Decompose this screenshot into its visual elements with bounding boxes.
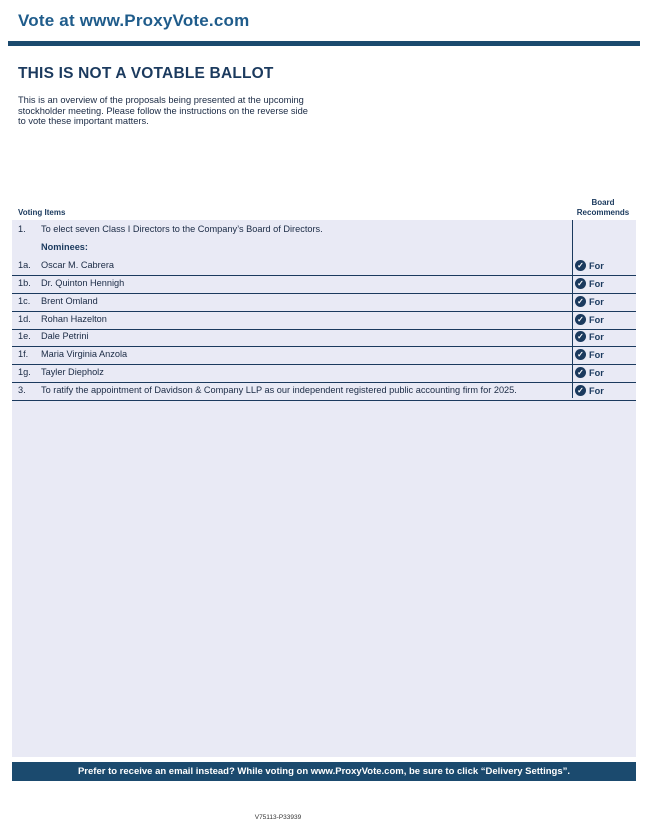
recommendation-label: For	[589, 331, 604, 342]
proposal-number: 3.	[18, 385, 26, 395]
proposal-number: 1.	[18, 224, 26, 234]
nominee-name: Dale Petrini	[41, 331, 89, 341]
check-circle-icon: ✓	[575, 260, 586, 271]
board-recommendation	[575, 385, 604, 396]
check-circle-icon: ✓	[575, 349, 586, 360]
recommendation-label: For	[589, 385, 604, 396]
board-recommendation	[575, 296, 604, 307]
proposal-3-row	[12, 382, 636, 401]
document-code: V75113-P33939	[254, 814, 302, 821]
nominee-name: Oscar M. Cabrera	[41, 260, 115, 270]
check-circle-icon: ✓	[575, 367, 586, 378]
header-rule	[8, 41, 640, 46]
board-recommendation	[575, 367, 604, 378]
check-circle-icon: ✓	[575, 314, 586, 325]
nominees-label-row	[12, 239, 636, 257]
nominees-label: Nominees:	[41, 242, 88, 252]
nominee-name: Brent Omland	[41, 296, 98, 306]
board-header-line2: Recommends	[576, 207, 630, 217]
ballot-heading: THIS IS NOT A VOTABLE BALLOT	[18, 65, 274, 82]
nominee-row	[12, 346, 636, 365]
board-recommendation	[575, 314, 604, 325]
nominee-row	[12, 257, 636, 276]
proposal-text: To ratify the appointment of Davidson & Company LLP as our independent registered public accounting firm for 2025.	[41, 385, 517, 395]
nominee-name: Rohan Hazelton	[41, 314, 107, 324]
recommendation-label: For	[589, 349, 604, 360]
nominee-row	[12, 328, 636, 347]
nominee-number: 1d.	[18, 314, 31, 324]
check-circle-icon: ✓	[575, 278, 586, 289]
nominee-number: 1f.	[18, 349, 29, 359]
board-recommends-header	[570, 198, 636, 217]
header-title: Vote at www.ProxyVote.com	[18, 11, 250, 30]
ballot-intro: This is an overview of the proposals being presented at the upcoming stockholder meeting. Please follow the instructions on the reverse side to vote these important matters.	[18, 95, 308, 126]
board-recommendation	[575, 260, 604, 271]
nominee-name: Tayler Diepholz	[41, 367, 104, 377]
recommendation-label: For	[589, 367, 604, 378]
nominee-number: 1b.	[18, 278, 31, 288]
recommendation-label: For	[589, 314, 604, 325]
check-circle-icon: ✓	[575, 296, 586, 307]
delivery-settings-banner: Prefer to receive an email instead? While voting on www.ProxyVote.com, be sure to click “Delivery Settings”.	[12, 762, 636, 781]
voting-items-header: Voting Items	[18, 208, 66, 217]
nominee-name: Dr. Quinton Hennigh	[41, 278, 125, 288]
nominee-row	[12, 293, 636, 312]
nominee-row	[12, 275, 636, 294]
check-circle-icon: ✓	[575, 331, 586, 342]
board-header-line1: Board	[591, 198, 615, 207]
board-recommendation	[575, 349, 604, 360]
nominee-number: 1e.	[18, 331, 31, 341]
recommendation-label: For	[589, 278, 604, 289]
nominee-number: 1g.	[18, 367, 31, 377]
proposal-text: To elect seven Class I Directors to the Company’s Board of Directors.	[41, 224, 323, 234]
check-circle-icon: ✓	[575, 385, 586, 396]
board-recommendation	[575, 331, 604, 342]
proposal-1-row	[12, 221, 636, 239]
nominee-number: 1a.	[18, 260, 31, 270]
recommendation-label: For	[589, 296, 604, 307]
nominee-number: 1c.	[18, 296, 31, 306]
recommendation-label: For	[589, 260, 604, 271]
board-recommendation	[575, 278, 604, 289]
nominee-name: Maria Virginia Anzola	[41, 349, 128, 359]
nominee-row	[12, 364, 636, 383]
